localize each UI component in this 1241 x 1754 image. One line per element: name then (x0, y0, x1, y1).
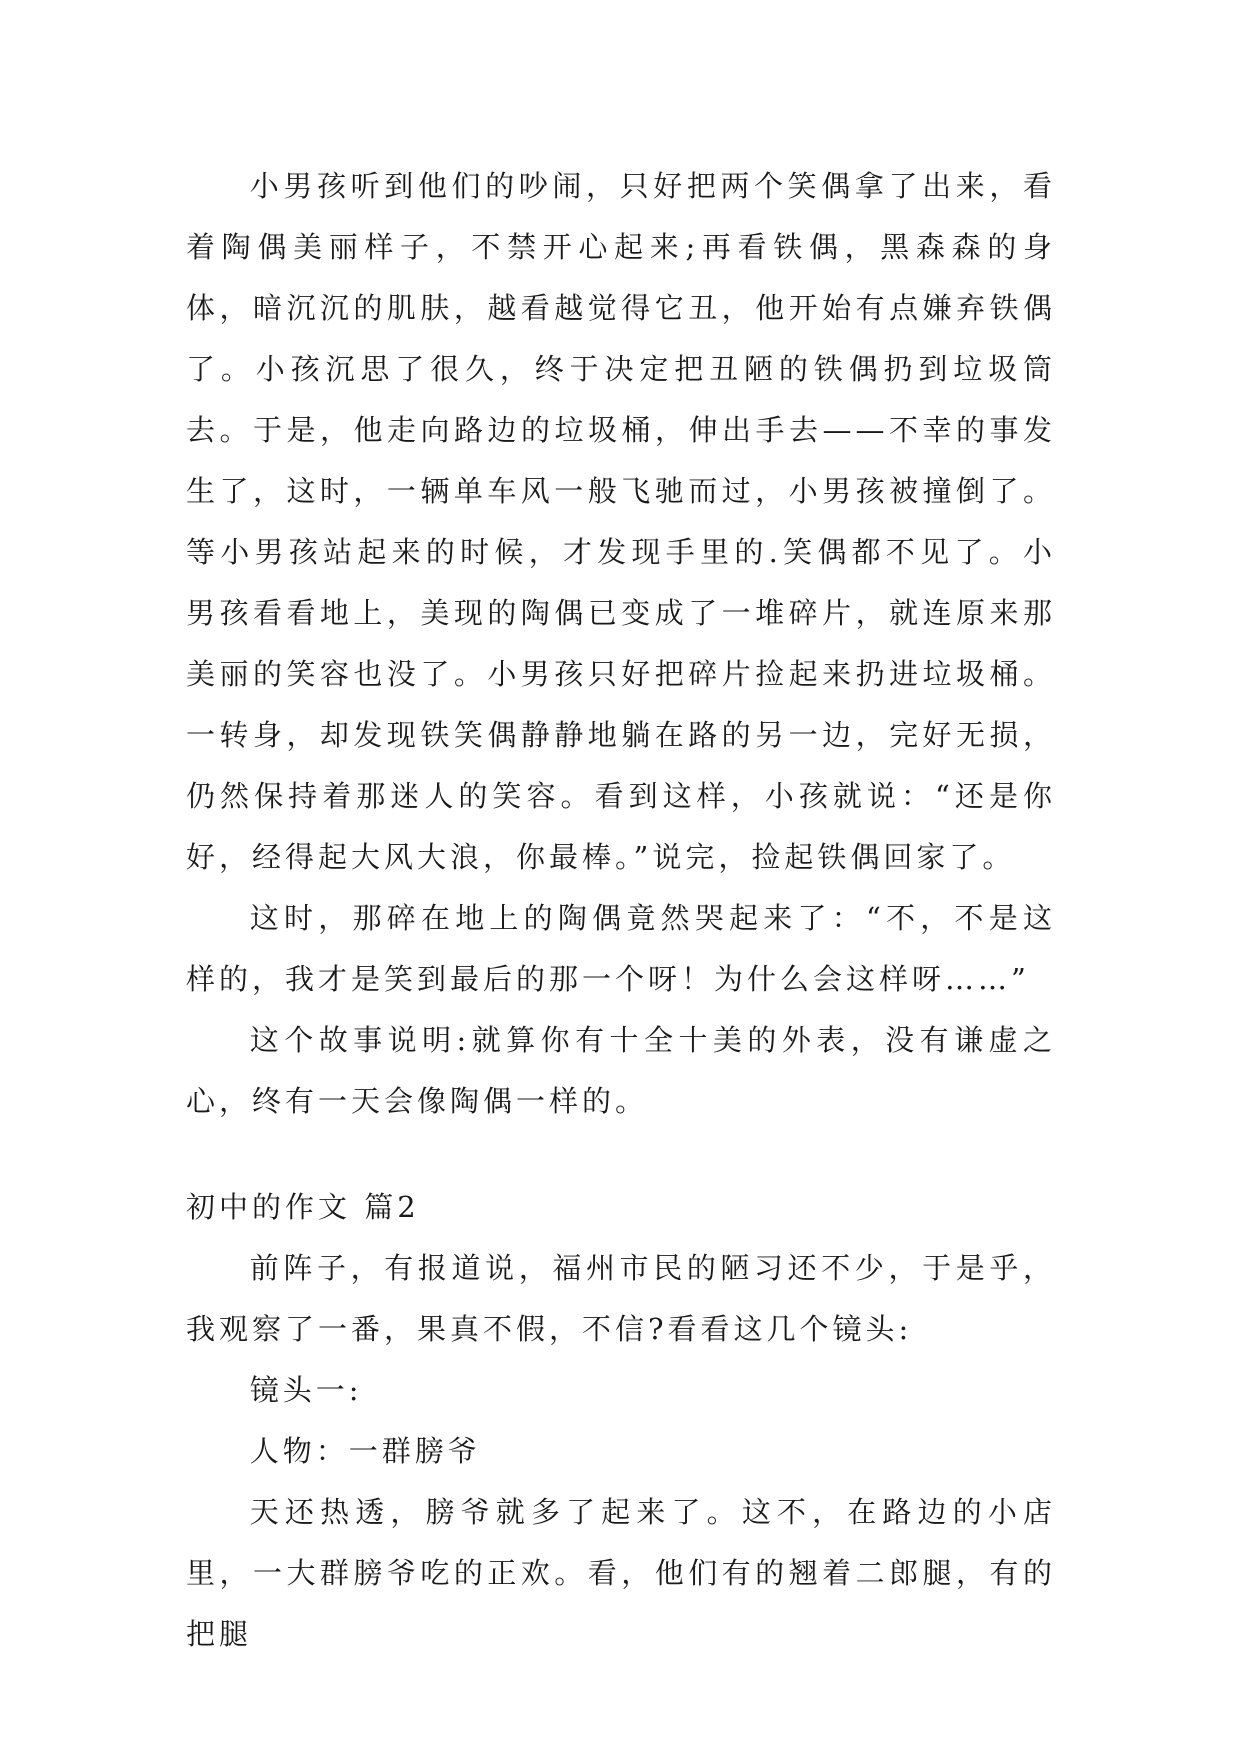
story-paragraph-1: 小男孩听到他们的吵闹，只好把两个笑偶拿了出来，看着陶偶美丽样子，不禁开心起来;再看铁偶，黑森森的身体，暗沉沉的肌肤，越看越觉得它丑，他开始有点嫌弃铁偶了。小孩沉思了很久，终于决定把丑陋的铁偶扔到垃圾筒去。于是，他走向路边的垃圾桶，伸出手去——不幸的事发生了，这时，一辆单车风一般飞驰而过，小男孩被撞倒了。等小男孩站起来的时候，才发现手里的.笑偶都不见了。小男孩看看地上，美现的陶偶已变成了一堆碎片，就连原来那美丽的笑容也没了。小男孩只好把碎片捡起来扔进垃圾桶。一转身，却发现铁笑偶静静地躺在路的另一边，完好无损，仍然保持着那迷人的笑容。看到这样，小孩就说：“还是你好，经得起大风大浪，你最棒。”说完，捡起铁偶回家了。 (186, 169, 1056, 874)
essay-heading: 初中的作文 篇2 (186, 1190, 420, 1224)
essay-paragraph-4: 天还热透，膀爷就多了起来了。这不，在路边的小店里，一大群膀爷吃的正欢。看，他们有的翘着二郎腿，有的把腿 (186, 1495, 1056, 1651)
essay-paragraph-1: 前阵子，有报道说，福州市民的陋习还不少，于是乎，我观察了一番，果真不假，不信?看看这几个镜头: (186, 1251, 1056, 1346)
story-paragraph-2: 这时，那碎在地上的陶偶竟然哭起来了：“不，不是这样的，我才是笑到最后的那一个呀！为什么会这样呀……” (186, 901, 1056, 996)
story-paragraph-3: 这个故事说明:就算你有十全十美的外表，没有谦虚之心，终有一天会像陶偶一样的。 (186, 1023, 1056, 1118)
essay-paragraph-3: 人物：一群膀爷 (249, 1434, 481, 1468)
essay-paragraph-2: 镜头一: (249, 1373, 363, 1407)
document-body (186, 156, 1056, 1665)
